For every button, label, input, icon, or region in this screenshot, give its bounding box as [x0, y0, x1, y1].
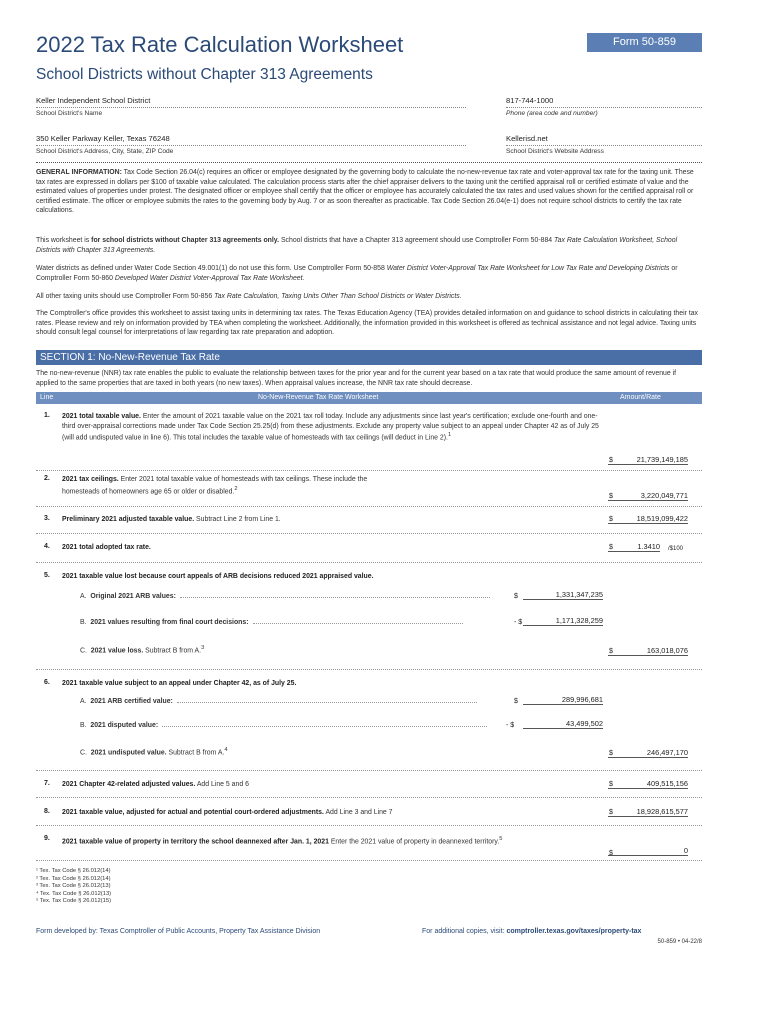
- dollar-sign: $: [609, 544, 613, 551]
- p3-italic-2: Developed Water District Voter-Approval Tax Rate Worksheet.: [114, 274, 305, 282]
- school-district-note: [36, 236, 700, 255]
- sub-letter: B.: [80, 722, 87, 729]
- footnote: ³ Tex. Tax Code § 26.012(13): [36, 883, 111, 889]
- sub-letter: C.: [80, 647, 87, 655]
- page-subtitle: School Districts without Chapter 313 Agreements: [36, 66, 373, 83]
- footer-credit: Form developed by: Texas Comptroller of Public Accounts, Property Tax Assistance Division: [36, 928, 321, 935]
- table-row: [36, 563, 702, 670]
- line-description: [62, 572, 602, 582]
- line-text: Add Line 3 and Line 7: [323, 809, 393, 816]
- divider: [36, 162, 702, 163]
- line-description: [62, 679, 602, 689]
- dollar-sign: $: [609, 809, 613, 816]
- line-number: 9.: [44, 835, 50, 842]
- line-6a-amount[interactable]: 289,996,681: [523, 695, 603, 705]
- table-row: [36, 771, 702, 798]
- dollar-sign: $: [609, 493, 613, 500]
- form-number-badge: Form 50-859: [587, 33, 702, 52]
- footnote: ⁴ Tex. Tax Code § 26.012(13): [36, 890, 112, 897]
- sub-text: Subtract B from A.: [166, 749, 225, 757]
- table-row: [36, 507, 702, 534]
- phone-label: Phone (area code and number): [506, 110, 598, 117]
- address-field[interactable]: [36, 134, 466, 155]
- leader-dots: [180, 597, 490, 598]
- line-description: [62, 543, 602, 553]
- district-name-field[interactable]: [36, 96, 466, 117]
- line-bold: 2021 taxable value, adjusted for actual and potential court-ordered adjustments.: [62, 809, 324, 816]
- footnote-ref: 5: [499, 836, 503, 842]
- line-number: 2.: [44, 475, 50, 482]
- leader-dots: [253, 623, 463, 624]
- line-number: 7.: [44, 780, 50, 787]
- dollar-sign: - $: [514, 619, 523, 626]
- footer-copies-text: For additional copies, visit:: [422, 928, 507, 935]
- footnote: ² Tex. Tax Code § 26.012(14): [36, 875, 111, 882]
- table-row: [36, 408, 702, 471]
- general-information: [36, 168, 700, 216]
- comptroller-note: The Comptroller's office provides this worksheet to assist taxing units in determining tax rates. The Texas Education Agency (TEA) provides detailed information on and guidance to school districts in calculating their tax rates. Please review and rely on information provided by TEA when completing the worksheet. Additionally, the information provided in this worksheet is offered as technical assistance and not legal advice. Taxing units should consult legal counsel for interpretations of law regarding tax rate preparation and adoption.: [36, 310, 699, 337]
- comptroller-link[interactable]: comptroller.texas.gov/taxes/property-tax: [506, 928, 642, 935]
- dollar-sign: $: [514, 593, 518, 600]
- website-value: Kellerisd.net: [506, 134, 702, 146]
- line-number: 3.: [44, 515, 50, 522]
- line-bold: 2021 Chapter 42-related adjusted values.: [62, 781, 196, 788]
- line-5a: [80, 593, 490, 600]
- line-number: 4.: [44, 543, 50, 550]
- dollar-sign: $: [609, 457, 613, 464]
- line-text: Add Line 5 and 6: [195, 781, 249, 788]
- footnote-ref: 4: [224, 747, 228, 753]
- p2-bold: for school districts without Chapter 313 agreements only.: [91, 237, 280, 244]
- col-line: Line: [40, 394, 54, 401]
- line-description: [62, 780, 602, 790]
- line-text: Enter the 2021 value of property in deannexed territory.: [328, 838, 500, 846]
- sub-label: Original 2021 ARB values:: [90, 593, 176, 600]
- col-worksheet: No-New-Revenue Tax Rate Worksheet: [258, 394, 379, 401]
- line-4-rate[interactable]: 1.3410: [608, 542, 660, 552]
- line-description: [62, 835, 602, 847]
- line-7-amount[interactable]: 409,515,156: [608, 779, 688, 789]
- sub-label: 2021 ARB certified value:: [90, 698, 173, 705]
- line-6b-amount[interactable]: 43,499,502: [523, 719, 603, 729]
- website-field[interactable]: [506, 134, 702, 155]
- dollar-sign: $: [609, 781, 613, 788]
- line-5a-amount[interactable]: 1,331,347,235: [523, 590, 603, 600]
- line-bold: 2021 taxable value lost because court appeals of ARB decisions reduced 2021 appraised value.: [62, 573, 374, 580]
- line-1-amount[interactable]: 21,739,149,185: [608, 455, 688, 465]
- table-row: [36, 826, 702, 861]
- line-6c: [80, 747, 228, 756]
- line-5c: [80, 645, 204, 654]
- website-label: School District's Website Address: [506, 148, 604, 155]
- line-description: [62, 475, 392, 496]
- dollar-sign: $: [609, 750, 613, 757]
- line-text: Subtract Line 2 from Line 1.: [194, 516, 281, 523]
- dollar-sign: - $: [506, 722, 515, 729]
- line-5b: [80, 619, 463, 626]
- line-5b-amount[interactable]: 1,171,328,259: [523, 616, 603, 626]
- dollar-sign: $: [514, 698, 518, 705]
- line-9-amount[interactable]: 0: [608, 846, 688, 856]
- p4-italic: Tax Rate Calculation, Taxing Units Other Than School Districts or Water Districts.: [214, 293, 462, 300]
- sub-label: 2021 undisputed value.: [90, 749, 167, 757]
- leader-dots: [162, 726, 487, 727]
- table-header: [36, 392, 702, 404]
- section-1-header: SECTION 1: No-New-Revenue Tax Rate: [36, 350, 702, 365]
- p4-text: All other taxing units should use Comptroller Form 50-856: [36, 293, 215, 300]
- address-label: School District's Address, City, State, ZIP Code: [36, 148, 174, 155]
- line-text: Enter 2021 total taxable value of homesteads with tax ceilings. These include the homesteads of homeowners age 65 or older or disabled.: [62, 476, 368, 495]
- line-6b: [80, 722, 487, 729]
- footnote: ¹ Tex. Tax Code § 26.012(14): [36, 868, 111, 874]
- line-3-amount[interactable]: 18,519,099,422: [608, 514, 688, 524]
- line-6a: [80, 698, 477, 705]
- dollar-sign: $: [609, 850, 613, 857]
- sub-letter: A.: [80, 593, 87, 600]
- p3-italic: Water District Voter-Approval Tax Rate Worksheet for Low Tax Rate and Developing Districts: [386, 265, 670, 272]
- table-row: [36, 534, 702, 563]
- sub-letter: A.: [80, 698, 87, 705]
- section-1-intro: The no-new-revenue (NNR) tax rate enables the public to evaluate the relationship between taxes for the prior year and for the current year based on a tax rate that would produce the same amount of revenue if applied to the same properties that are taxed in both years (no new taxes). When appraisal values increase, the NNR tax rate should decrease.: [36, 370, 677, 387]
- footnote-ref: 3: [201, 645, 205, 651]
- sub-letter: B.: [80, 619, 87, 626]
- sub-letter: C.: [80, 749, 87, 757]
- line-description: [62, 412, 602, 443]
- water-district-note: [36, 264, 700, 283]
- district-name-value: Keller Independent School District: [36, 96, 466, 108]
- line-description: [62, 808, 602, 818]
- footnote-ref: 2: [234, 485, 238, 492]
- sub-label: 2021 values resulting from final court decisions:: [90, 619, 249, 626]
- p3-text: Water districts as defined under Water Code Section 49.001(1) do not use this form. Use Comptroller Form 50-858: [36, 265, 387, 272]
- footnote: ⁵ Tex. Tax Code § 26.012(15): [36, 898, 112, 904]
- p2-text-2: School districts that have a Chapter 313 agreement should use Comptroller Form 50-884: [279, 237, 555, 244]
- dollar-sign: $: [609, 516, 613, 523]
- form-code: 50-859 • 04-22/8: [657, 939, 702, 945]
- table-row: [36, 471, 702, 507]
- line-2-amount[interactable]: 3,220,049,771: [608, 491, 688, 501]
- line-6c-amount[interactable]: 246,497,170: [608, 748, 688, 758]
- line-8-amount[interactable]: 18,928,615,577: [608, 807, 688, 817]
- district-name-label: School District's Name: [36, 110, 103, 117]
- footer-copies: [422, 928, 641, 935]
- line-text: Enter the amount of 2021 taxable value on the 2021 tax roll today. Include any adjustments since last year's certification; exclude one-fourth and one-third over-appraisal corrections made under Tax Code Section 25.25(d) from these adjustments. Exclude any property value subject to an appeal under Chapter 42 as of July 25 (will add undisputed value in line 6). This total includes the taxable value of homesteads with tax ceilings (will deduct in Line 2).: [62, 413, 599, 442]
- table-row: [36, 670, 702, 771]
- other-units-note: [36, 292, 700, 302]
- sub-label: 2021 value loss.: [90, 647, 144, 655]
- col-amount: Amount/Rate: [620, 394, 661, 401]
- table-row: [36, 798, 702, 826]
- phone-value: 817-744-1000: [506, 96, 702, 108]
- line-number: 6.: [44, 679, 50, 686]
- leader-dots: [177, 702, 477, 703]
- sub-label: 2021 disputed value:: [90, 722, 159, 729]
- line-bold: 2021 tax ceilings.: [62, 476, 119, 483]
- page-title: 2022 Tax Rate Calculation Worksheet: [36, 32, 404, 57]
- line-5c-amount[interactable]: 163,018,076: [608, 646, 688, 656]
- line-number: 5.: [44, 572, 50, 579]
- line-bold: 2021 total taxable value.: [62, 413, 141, 420]
- line-bold: 2021 total adopted tax rate.: [62, 544, 151, 551]
- line-bold: 2021 taxable value subject to an appeal under Chapter 42, as of July 25.: [62, 680, 297, 687]
- p3-text-2: or Comptroller Form 50-860: [36, 265, 678, 282]
- p2-text: This worksheet is: [36, 237, 92, 244]
- sub-text: Subtract B from A.: [143, 647, 202, 655]
- phone-field[interactable]: [506, 96, 702, 117]
- general-heading: GENERAL INFORMATION:: [36, 169, 122, 176]
- line-number: 1.: [44, 412, 50, 419]
- p2-italic: Tax Rate Calculation Worksheet, School Districts with Chapter 313 Agreements.: [36, 237, 678, 254]
- footnote-ref: 1: [447, 432, 452, 438]
- line-description: [62, 515, 602, 525]
- line-number: 8.: [44, 808, 50, 815]
- line-bold: 2021 taxable value of property in territory the school deannexed after Jan. 1, 2021: [62, 838, 329, 846]
- rate-unit: /$100: [668, 546, 684, 552]
- line-bold: Preliminary 2021 adjusted taxable value.: [62, 516, 195, 523]
- dollar-sign: $: [609, 648, 613, 655]
- general-text: Tax Code Section 26.04(c) requires an officer or employee designated by the governing body to calculate the no-new-revenue tax rate and voter-approval tax rate for the taxing unit. These tax rates are expressed in dollars per $100 of taxable value calculated. The calculation process starts after the chief appraiser delivers to the taxing unit the certified appraisal roll or certified estimate of value and the estimated values of properties under protest. The designated officer or employee shall certify that the officer or employee has accurately calculated the tax rates and used values shown for the certified appraisal roll or certified estimate. The officer or employee submits the rates to the governing body by Aug. 7 or as soon thereafter as practicable. Tax Code Section 26.04(e-1) does not require school districts to certify the tax rate calculations.: [36, 169, 694, 215]
- address-value: 350 Keller Parkway Keller, Texas 76248: [36, 134, 466, 146]
- footnotes: [36, 868, 111, 906]
